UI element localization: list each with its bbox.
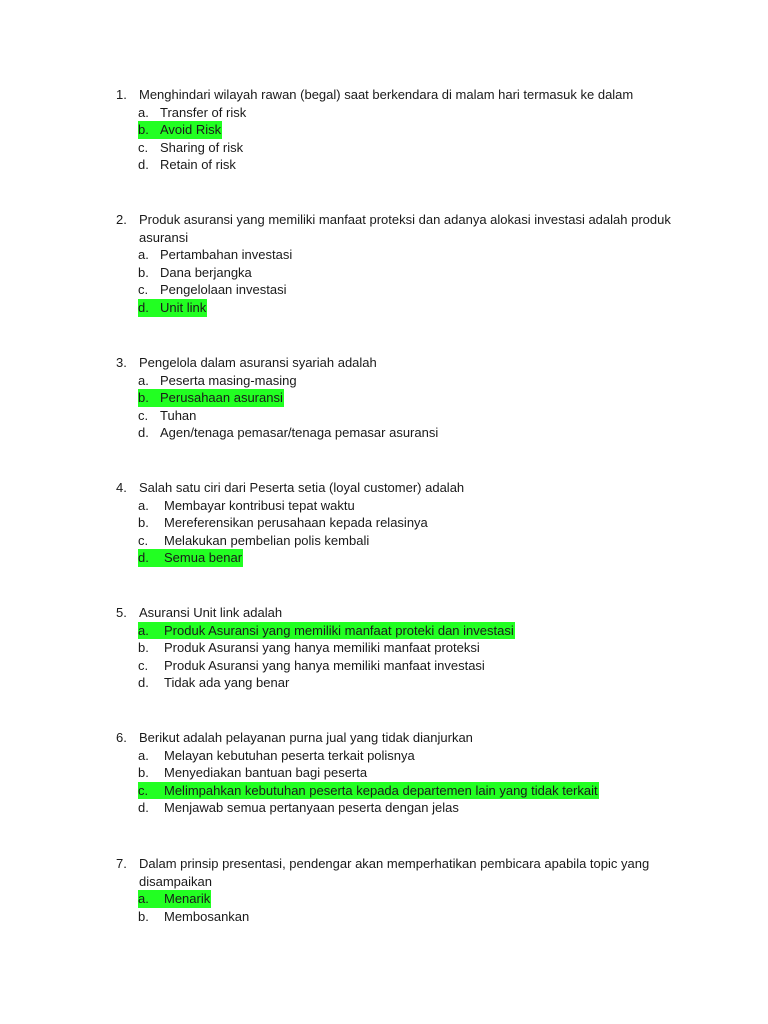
option-text: Menarik (164, 891, 211, 907)
question-text: Salah satu ciri dari Peserta setia (loyal customer) adalah (139, 480, 465, 495)
option-row (116, 622, 716, 640)
option-text: Menjawab semua pertanyaan peserta dengan jelas (164, 800, 459, 816)
question-2 (116, 211, 716, 317)
question-number: 1. (116, 87, 127, 102)
option-row (116, 407, 716, 425)
correct-answer-option (138, 890, 211, 908)
option-letter: d. (138, 800, 149, 816)
option-text: Melayan kebutuhan peserta terkait polisnya (164, 747, 415, 763)
option-text: Retain of risk (160, 157, 236, 173)
answer-option (138, 497, 356, 515)
option-text: Perusahaan asuransi (160, 390, 283, 406)
option-row (116, 139, 716, 157)
question-text: Menghindari wilayah rawan (begal) saat berkendara di malam hari termasuk ke dalam (139, 87, 634, 102)
option-row (116, 514, 716, 532)
option-row (116, 890, 716, 908)
option-text: Unit link (160, 299, 207, 315)
answer-option (138, 156, 237, 174)
option-text: Produk Asuransi yang memiliki manfaat proteki dan investasi (164, 622, 514, 638)
question-line (116, 479, 716, 497)
answer-option (138, 908, 250, 926)
option-text: Peserta masing-masing (160, 372, 297, 388)
option-letter: c. (138, 782, 149, 798)
option-letter: b. (138, 640, 149, 656)
option-row (116, 657, 716, 675)
option-row (116, 674, 716, 692)
option-letter: a. (138, 891, 149, 907)
question-3 (116, 354, 716, 442)
answer-option (138, 139, 244, 157)
option-text: Pengelolaan investasi (160, 282, 287, 298)
answer-option (138, 532, 370, 550)
question-text: Berikut adalah pelayanan purna jual yang tidak dianjurkan (139, 730, 473, 745)
answer-option (138, 407, 197, 425)
option-row (116, 799, 716, 817)
question-text: Dalam prinsip presentasi, pendengar akan memperhatikan pembicara apabila topic yang (139, 856, 650, 871)
question-number: 5. (116, 605, 127, 620)
answer-option (138, 104, 247, 122)
option-text: Membosankan (164, 908, 250, 924)
option-row (116, 104, 716, 122)
question-line (116, 229, 716, 247)
option-letter: d. (138, 675, 149, 691)
option-letter: b. (138, 122, 149, 138)
question-4 (116, 479, 716, 567)
option-letter: a. (138, 247, 149, 263)
answer-option (138, 764, 368, 782)
option-text: Melakukan pembelian polis kembali (164, 532, 370, 548)
option-row (116, 532, 716, 550)
option-letter: c. (138, 282, 149, 298)
option-letter: a. (138, 372, 149, 388)
question-text: Pengelola dalam asuransi syariah adalah (139, 355, 377, 370)
option-text: Tidak ada yang benar (164, 675, 290, 691)
question-text: Produk asuransi yang memiliki manfaat proteksi dan adanya alokasi investasi adalah produk (139, 212, 671, 227)
option-text: Membayar kontribusi tepat waktu (164, 497, 355, 513)
option-row (116, 782, 716, 800)
correct-answer-option (138, 782, 599, 800)
option-row (116, 389, 716, 407)
option-letter: c. (138, 407, 149, 423)
answer-option (138, 281, 287, 299)
option-row (116, 372, 716, 390)
answer-option (138, 639, 481, 657)
question-text: disampaikan (139, 873, 212, 889)
option-row (116, 121, 716, 139)
option-letter: d. (138, 299, 149, 315)
option-text: Produk Asuransi yang hanya memiliki manfaat investasi (164, 657, 485, 673)
question-number: 4. (116, 480, 127, 495)
answer-option (138, 246, 293, 264)
correct-answer-option (138, 389, 284, 407)
answer-option (138, 657, 486, 675)
question-text: asuransi (139, 229, 189, 245)
option-letter: a. (138, 622, 149, 638)
answer-option (138, 799, 460, 817)
question-line (116, 729, 716, 747)
question-number: 6. (116, 730, 127, 745)
question-5 (116, 604, 716, 692)
option-letter: c. (138, 532, 149, 548)
option-letter: b. (138, 264, 149, 280)
option-row (116, 299, 716, 317)
answer-option (138, 674, 290, 692)
question-line (116, 211, 716, 229)
option-text: Tuhan (160, 407, 197, 423)
option-row (116, 747, 716, 765)
question-line (116, 354, 716, 372)
option-row (116, 246, 716, 264)
answer-option (138, 747, 416, 765)
option-letter: b. (138, 765, 149, 781)
option-text: Sharing of risk (160, 139, 244, 155)
option-row (116, 264, 716, 282)
question-1 (116, 86, 716, 174)
option-text: Produk Asuransi yang hanya memiliki manfaat proteksi (164, 640, 480, 656)
question-number: 2. (116, 212, 127, 227)
option-letter: b. (138, 390, 149, 406)
option-text: Transfer of risk (160, 104, 247, 120)
answer-option (138, 372, 298, 390)
question-line (116, 86, 716, 104)
option-letter: b. (138, 515, 149, 531)
option-letter: a. (138, 104, 149, 120)
question-line (116, 873, 716, 891)
option-text: Pertambahan investasi (160, 247, 293, 263)
correct-answer-option (138, 549, 243, 567)
option-text: Agen/tenaga pemasar/tenaga pemasar asuransi (160, 425, 439, 441)
option-letter: c. (138, 139, 149, 155)
option-row (116, 908, 716, 926)
answer-option (138, 514, 429, 532)
option-row (116, 497, 716, 515)
correct-answer-option (138, 622, 515, 640)
option-letter: c. (138, 657, 149, 673)
option-text: Melimpahkan kebutuhan peserta kepada departemen lain yang tidak terkait (164, 782, 598, 798)
option-letter: b. (138, 908, 149, 924)
option-row (116, 764, 716, 782)
option-row (116, 549, 716, 567)
question-line (116, 604, 716, 622)
question-text: Asuransi Unit link adalah (139, 605, 283, 620)
answer-option (138, 424, 439, 442)
option-letter: a. (138, 747, 149, 763)
option-text: Menyediakan bantuan bagi peserta (164, 765, 368, 781)
option-text: Dana berjangka (160, 264, 252, 280)
option-text: Mereferensikan perusahaan kepada relasinya (164, 515, 428, 531)
option-row (116, 281, 716, 299)
option-letter: d. (138, 425, 149, 441)
option-text: Avoid Risk (160, 122, 222, 138)
question-line (116, 855, 716, 873)
option-row (116, 424, 716, 442)
question-number: 7. (116, 856, 127, 871)
option-letter: a. (138, 497, 149, 513)
question-number: 3. (116, 355, 127, 370)
option-letter: d. (138, 157, 149, 173)
option-letter: d. (138, 550, 149, 566)
option-row (116, 156, 716, 174)
option-text: Semua benar (164, 550, 243, 566)
question-7 (116, 855, 716, 925)
correct-answer-option (138, 121, 222, 139)
option-row (116, 639, 716, 657)
question-6 (116, 729, 716, 817)
correct-answer-option (138, 299, 207, 317)
answer-option (138, 264, 253, 282)
